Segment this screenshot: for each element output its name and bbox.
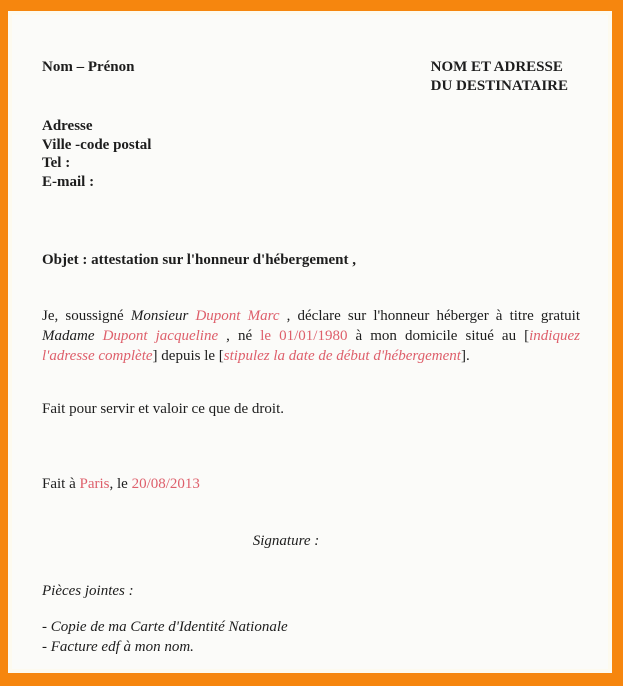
body-text: , né bbox=[218, 328, 261, 344]
date-place-line bbox=[42, 475, 580, 493]
recipient-line2: DU DESTINATAIRE bbox=[430, 78, 568, 94]
signature-label: Signature : bbox=[252, 533, 320, 549]
body-text-italic: Monsieur bbox=[130, 308, 196, 324]
body-paragraph bbox=[42, 306, 580, 366]
attachment-item: - Facture edf à mon nom. bbox=[42, 639, 194, 655]
body-text-italic: Madame bbox=[42, 328, 103, 344]
letter-header bbox=[42, 58, 580, 96]
body-text: ] depuis le [ bbox=[152, 348, 224, 364]
body-text: Je, soussigné bbox=[42, 308, 131, 324]
letter-content bbox=[12, 15, 608, 669]
attachments-title: Pièces jointes : bbox=[42, 583, 134, 599]
body-placeholder-start-date: stipulez la date de début d'hébergement bbox=[223, 348, 461, 364]
subject-line: Objet : attestation sur l'honneur d'hébergement , bbox=[42, 252, 357, 268]
date-prefix: Fait à bbox=[42, 476, 80, 492]
body-placeholder-name: Dupont jacqueline bbox=[102, 328, 219, 344]
body-text: , déclare sur l'honneur héberger à titre gratuit bbox=[279, 308, 581, 324]
recipient-line1: NOM ET ADRESSE bbox=[430, 59, 563, 75]
body-text: à mon domicile situé au [ bbox=[347, 328, 530, 344]
sender-city-label: Ville -code postal bbox=[42, 136, 152, 153]
body-text: ]. bbox=[460, 348, 470, 364]
attachments-list bbox=[42, 617, 580, 657]
letter-page bbox=[8, 11, 612, 673]
sender-name-label: Nom – Prénon bbox=[42, 59, 135, 75]
attachment-item: - Copie de ma Carte d'Identité Nationale bbox=[42, 619, 288, 635]
body-placeholder-date: le 01/01/1980 bbox=[260, 328, 348, 344]
date-city: Paris bbox=[79, 476, 110, 492]
sender-address-block bbox=[42, 117, 580, 191]
sender-tel-label: Tel : bbox=[42, 155, 71, 171]
date-value: 20/08/2013 bbox=[131, 476, 200, 492]
sender-address-label: Adresse bbox=[42, 118, 93, 134]
sender-email-label: E-mail : bbox=[42, 173, 95, 190]
date-separator: , le bbox=[109, 476, 132, 492]
recipient-block bbox=[431, 58, 568, 96]
closing-line: Fait pour servir et valoir ce que de droit. bbox=[42, 401, 285, 417]
body-placeholder-name: Dupont Marc bbox=[195, 308, 280, 324]
body-placeholder-address: indiquez l'adresse complète bbox=[42, 328, 580, 364]
